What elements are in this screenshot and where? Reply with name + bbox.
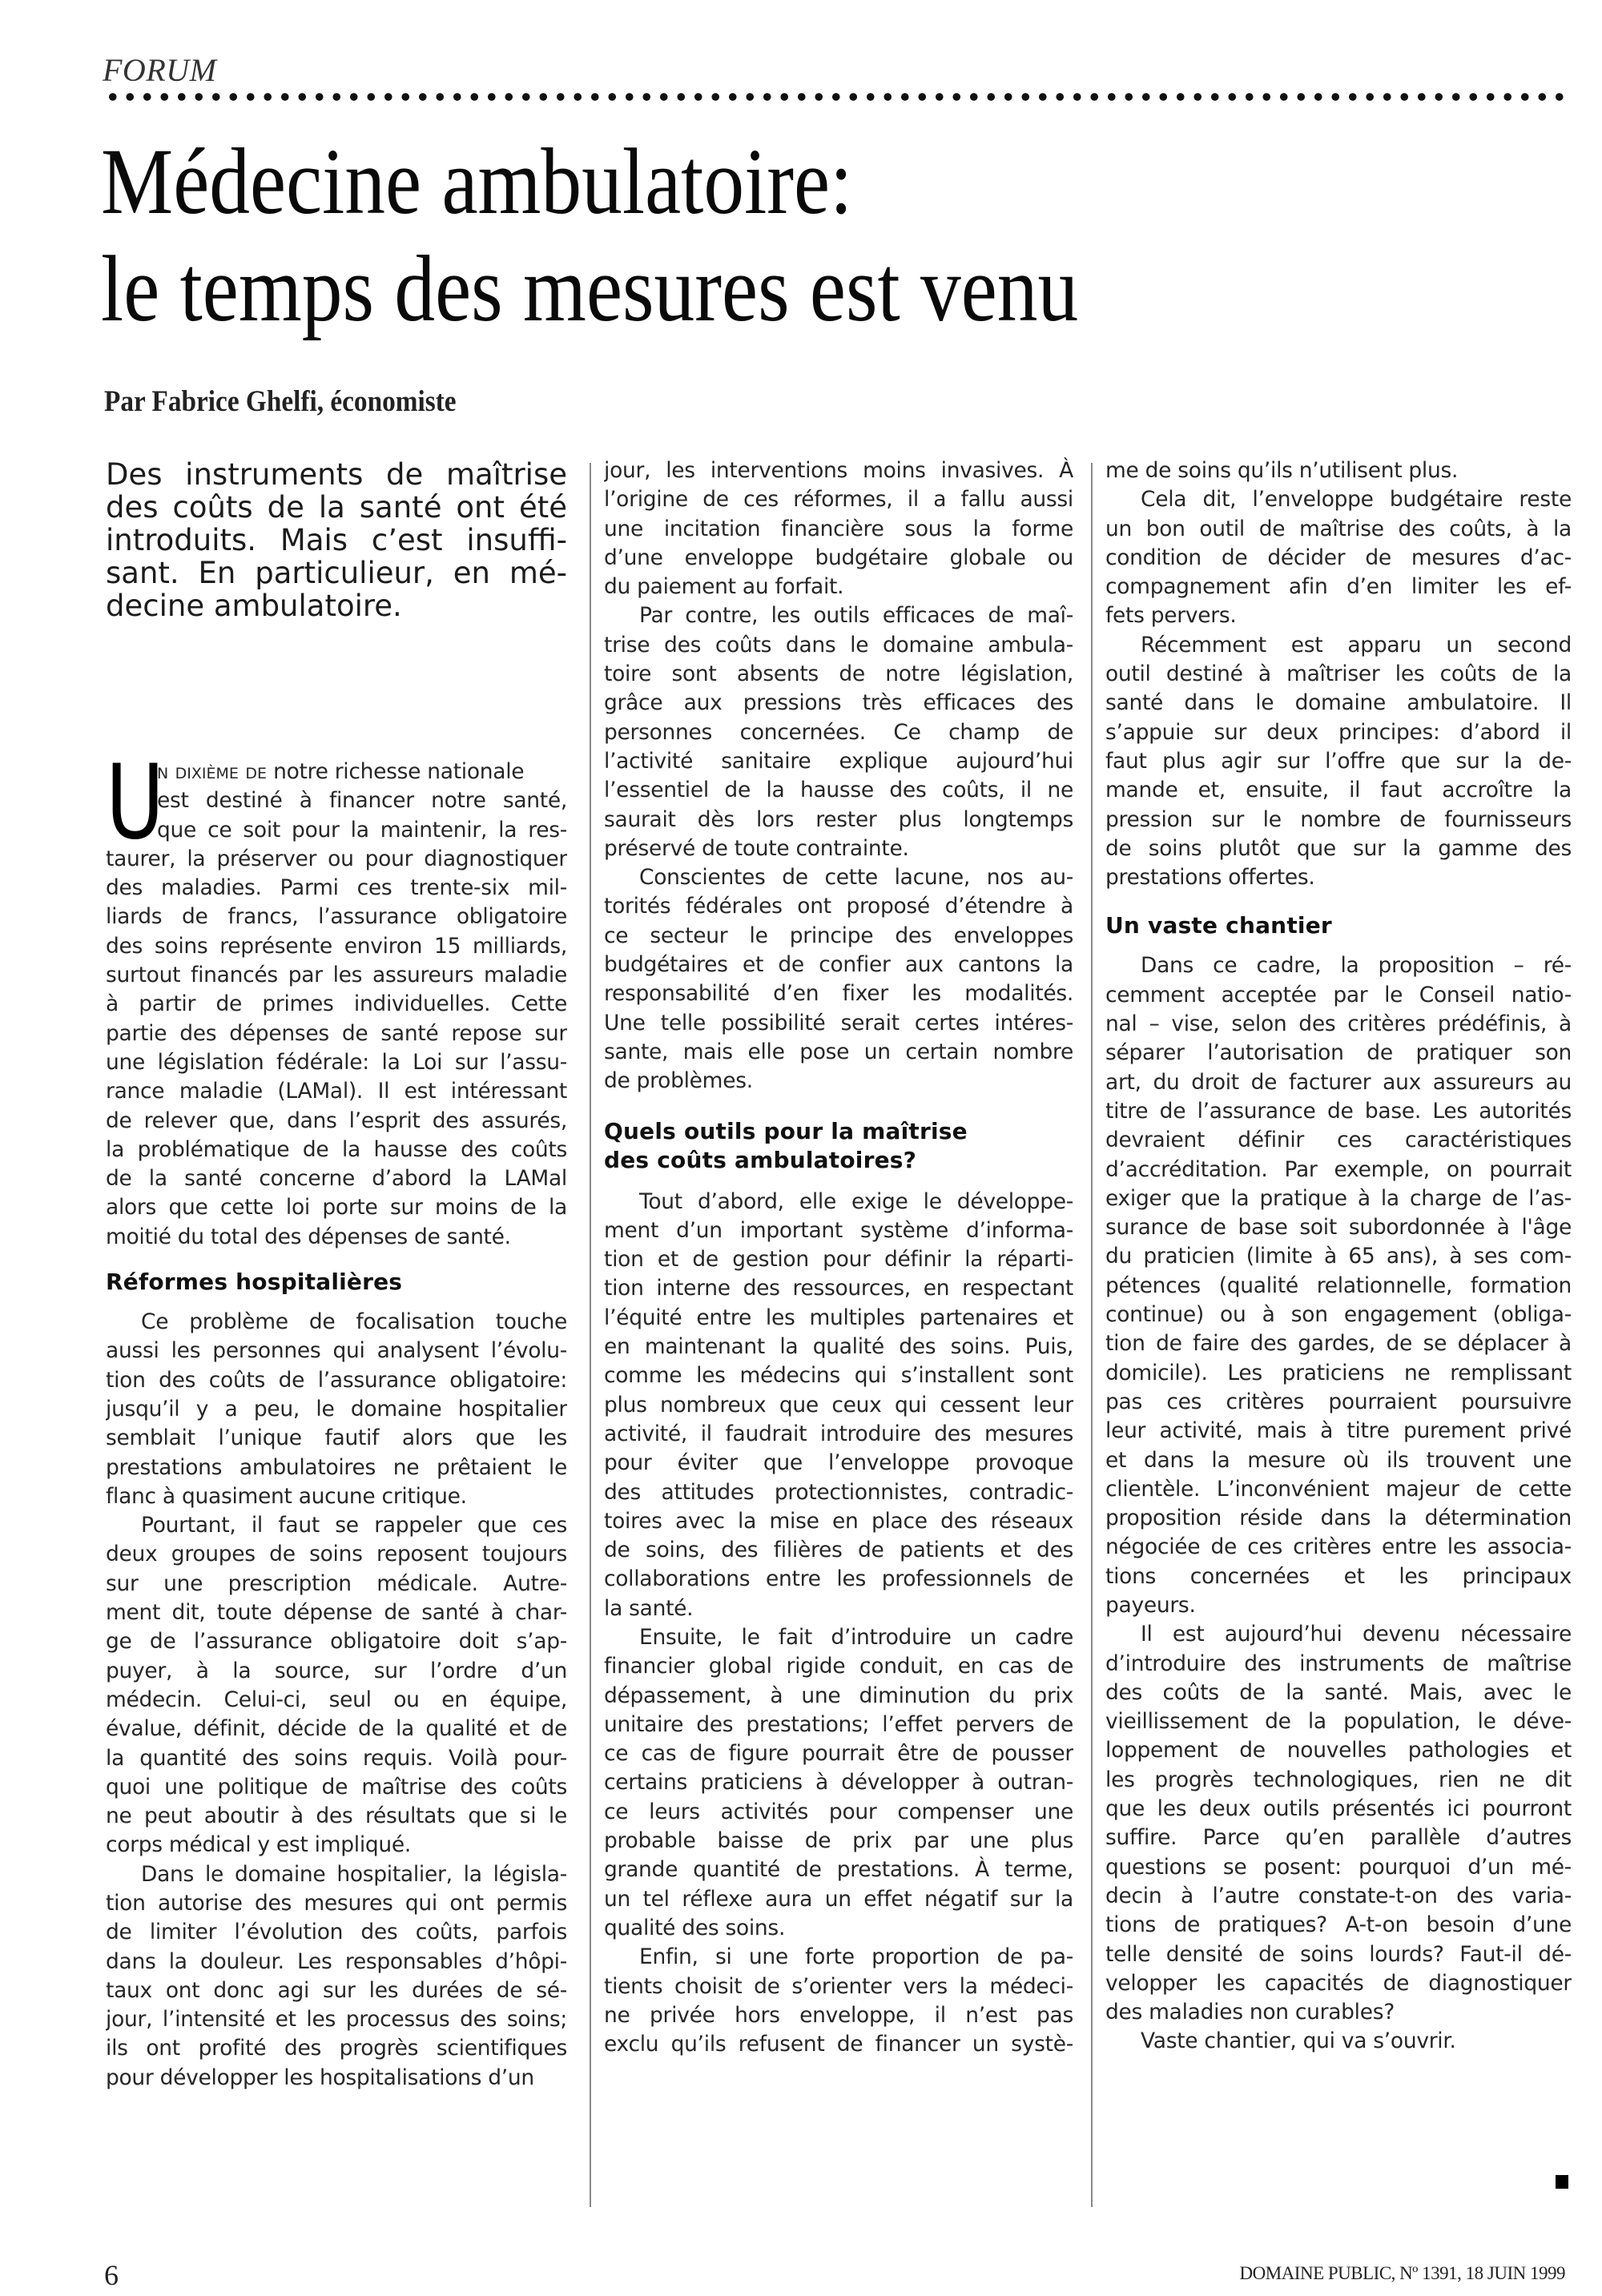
text-line: sant. En particulieur, en mé- <box>106 556 567 590</box>
text-line: sur une prescription médicale. Autre- <box>106 1570 567 1596</box>
text-line: de relever que, dans l’esprit des assurés, <box>106 1108 567 1133</box>
text-line: payeurs. <box>1105 1592 1196 1618</box>
text-line: la quantité des soins requis. Voilà pour- <box>106 1745 567 1771</box>
text-line <box>106 758 567 786</box>
text-line: prestations offertes. <box>1105 865 1315 891</box>
text-line: une législation fédérale: la Loi sur l’assu- <box>106 1049 567 1075</box>
text-line: d’accréditation. Par exemple, on pourrait <box>1105 1156 1572 1182</box>
text-line: Il est aujourd’hui devenu nécessaire <box>1141 1622 1572 1647</box>
text-line: des attitudes protectionnistes, contradic- <box>604 1479 1073 1505</box>
text-line: unitaire des prestations; l’effet pervers de <box>604 1711 1073 1737</box>
text-line: quoi une politique de maîtrise des coûts <box>106 1774 567 1799</box>
text-line: Dans le domaine hospitalier, la législa- <box>141 1861 567 1887</box>
text-line: qualité des soins. <box>604 1915 786 1940</box>
text-line: me de soins qu’ils n’utilisent plus. <box>1105 458 1459 483</box>
text-line: pas ces critères pourraient poursuivre <box>1105 1389 1572 1414</box>
text-line: que ce soit pour la maintenir, la res- <box>157 817 567 842</box>
text-line: jusqu’il y a peu, le domaine hospitalier <box>106 1396 567 1421</box>
text-line: devraient définir ces caractéristiques <box>1105 1128 1572 1153</box>
text-line: ce cas de figure pourrait être de pousser <box>604 1741 1073 1767</box>
text-line: ment d’un important système d’informa- <box>604 1217 1073 1243</box>
text-line: l’équité entre les multiples partenaires et <box>604 1305 1073 1330</box>
text-line: liards de francs, l’assurance obligatoire <box>106 904 567 930</box>
text-line: les progrès technologiques, rien ne dit <box>1105 1767 1572 1792</box>
text-line: exiger que la pratique à la charge de l’as- <box>1105 1185 1572 1211</box>
text-line: tion des coûts de l’assurance obligatoire: <box>106 1367 567 1393</box>
text-line: Par contre, les outils efficaces de maî- <box>639 603 1073 629</box>
text-line: tion autorise des mesures qui ont permis <box>106 1890 567 1916</box>
text-line: budgétaires et de confier aux cantons la <box>604 952 1073 978</box>
text-line: prestations ambulatoires ne prêtaient le <box>106 1454 567 1480</box>
text-line: decine ambulatoire. <box>106 589 402 623</box>
text-line: Une telle possibilité serait certes intéres- <box>604 1010 1073 1035</box>
text-line: une incitation financière sous la forme <box>604 516 1073 541</box>
column-3 <box>1105 456 1572 2057</box>
text-line: continue) ou à son engagement (obliga- <box>1105 1302 1572 1328</box>
text-line: surtout financés par les assureurs maladie <box>106 963 567 988</box>
column-divider <box>590 463 591 2207</box>
text-line: pour développer les hospitalisations d’un <box>106 2065 534 2090</box>
text-line: ce secteur le principe des enveloppes <box>604 923 1073 948</box>
publication-footer: DOMAINE PUBLIC, Nº 1391, 18 JUIN 1999 <box>1239 2263 1565 2283</box>
text-line: ce leurs activités pour compenser une <box>604 1799 1073 1824</box>
text-line: et dans la mesure où ils trouvent une <box>1105 1447 1572 1473</box>
text-line: des maladies non curables? <box>1105 2000 1395 2025</box>
text-line: dans la douleur. Les responsables d’hôpi- <box>106 1948 567 1974</box>
text-line: l’essentiel de la hausse des coûts, il ne <box>604 778 1073 803</box>
text-line: de limiter l’évolution des coûts, parfois <box>106 1920 567 1945</box>
text-line: outil destiné à maîtriser les coûts de la <box>1105 661 1572 687</box>
text-line: trise des coûts dans le domaine ambula- <box>604 632 1073 657</box>
text-line: activité, il faudrait introduire des mesures <box>604 1421 1073 1446</box>
text-line: Conscientes de cette lacune, nos au- <box>639 865 1073 891</box>
text-line: deux groupes de soins reposent toujours <box>106 1542 567 1567</box>
text-line: domicile). Les praticiens ne remplissant <box>1105 1360 1572 1385</box>
text-line: un tel réflexe aura un effet négatif sur la <box>604 1886 1073 1912</box>
column-divider <box>1091 463 1093 2207</box>
text-line: tions de pratiques? A-t-on besoin d’une <box>1105 1912 1572 1938</box>
end-mark-icon <box>1556 2175 1568 2189</box>
text-line: tions concernées et les principaux <box>1105 1563 1572 1589</box>
text-line: introduits. Mais c’est insuffi- <box>106 523 567 557</box>
text-line: probable baisse de prix par une plus <box>604 1828 1073 1854</box>
text-line: du paiement au forfait. <box>604 574 844 600</box>
text-line: aussi les personnes qui analysent l’évolu- <box>106 1338 567 1364</box>
text-line: Enfin, si une forte proportion de pa- <box>639 1944 1073 1970</box>
text-line: moitié du total des dépenses de santé. <box>106 1224 511 1249</box>
text-line: suffire. Parce qu’en parallèle d’autres <box>1105 1825 1572 1851</box>
text-line: telle densité de soins lourds? Faut-il dé- <box>1105 1941 1572 1967</box>
text-line: est destiné à financer notre santé, <box>157 788 567 814</box>
text-line: personnes concernées. Ce champ de <box>604 719 1073 745</box>
text-line: grâce aux pressions très efficaces des <box>604 690 1073 716</box>
text-line: d’une enveloppe budgétaire globale ou <box>604 545 1073 570</box>
text-line: tion et de gestion pour définir la réparti- <box>604 1247 1073 1273</box>
text-line: torités fédérales ont proposé d’étendre à <box>604 894 1073 919</box>
text-line: rance maladie (LAMal). Il est intéressant <box>106 1079 567 1104</box>
text-line: de la santé concerne d’abord la LAMal <box>106 1166 567 1192</box>
section-heading: des coûts ambulatoires? <box>604 1146 917 1173</box>
text-line: loppement de nouvelles pathologies et <box>1105 1738 1572 1763</box>
text-line: Ce problème de focalisation touche <box>141 1309 567 1335</box>
text-line: Pourtant, il faut se rappeler que ces <box>141 1513 567 1538</box>
text-line: d’introduire des instruments de maîtrise <box>1105 1651 1572 1676</box>
text-line: semblait l’unique fautif alors que les <box>106 1425 567 1451</box>
text-fragment: notre richesse nationale <box>266 759 525 784</box>
dotted-rule <box>104 91 1570 103</box>
text-line: la santé. <box>604 1595 694 1621</box>
text-line: santé dans le domaine ambulatoire. Il <box>1105 690 1572 716</box>
text-line: pour éviter que l’enveloppe provoque <box>604 1450 1073 1476</box>
text-line: alors que cette loi porte sur moins de la <box>106 1195 567 1220</box>
text-line: puyer, à la source, sur l’ordre d’un <box>106 1658 567 1683</box>
section-heading: Un vaste chantier <box>1105 912 1332 939</box>
text-line: corps médical y est impliqué. <box>106 1832 412 1858</box>
text-line: tion interne des ressources, en respectant <box>604 1276 1073 1301</box>
text-line: Récemment est apparu un second <box>1141 632 1572 657</box>
text-line: des maladies. Parmi ces trente-six mil- <box>106 875 567 901</box>
article-title <box>101 128 1078 343</box>
text-line: surance de base soit subordonnée à l'âge <box>1105 1215 1572 1240</box>
text-line: toire sont absents de notre législation, <box>604 661 1073 687</box>
text-line: pétences (qualité relationnelle, formation <box>1105 1273 1572 1298</box>
text-line: Des instruments de maîtrise <box>106 457 567 492</box>
text-line: l’activité sanitaire explique aujourd’hui <box>604 748 1073 774</box>
text-line: responsabilité d’en fixer les modalités. <box>604 981 1073 1007</box>
text-line: art, du droit de facturer aux assureurs au <box>1105 1069 1572 1095</box>
text-line: que les deux outils présentés ici pourront <box>1105 1796 1572 1822</box>
text-line: taurer, la préserver ou pour diagnostiquer <box>106 846 567 871</box>
text-line: du praticien (limite à 65 ans), à ses com- <box>1105 1244 1572 1269</box>
column-1 <box>106 743 567 2093</box>
text-line: ment dit, toute dépense de santé à char- <box>106 1600 567 1626</box>
lead-paragraph <box>106 458 567 622</box>
text-line: nal – vise, selon des critères prédéfinis, à <box>1105 1011 1572 1037</box>
text-line: clientèle. L’inconvénient majeur de cette <box>1105 1476 1572 1502</box>
text-line: grande quantité de prestations. À terme, <box>604 1857 1073 1883</box>
text-line: préservé de toute contrainte. <box>604 835 909 861</box>
drop-cap: U <box>106 743 165 863</box>
text-line: pression sur le nombre de fournisseurs <box>1105 806 1572 832</box>
text-line: des soins représente environ 15 milliards, <box>106 933 567 959</box>
text-line: à partir de primes individuelles. Cette <box>106 991 567 1017</box>
text-line: flanc à quasiment aucune critique. <box>106 1483 467 1509</box>
text-line: ne privée hors enveloppe, il n’est pas <box>604 2002 1073 2028</box>
text-line: Vaste chantier, qui va s’ouvrir. <box>1141 2029 1456 2054</box>
section-heading: Réformes hospitalières <box>106 1269 403 1296</box>
text-line: la problématique de la hausse des coûts <box>106 1136 567 1162</box>
section-rubric: FORUM <box>103 52 217 88</box>
text-line: velopper les capacités de diagnostiquer <box>1105 1970 1572 1996</box>
text-line: certains praticiens à développer à outran- <box>604 1770 1073 1795</box>
text-line: ils ont profité des progrès scientifiques <box>106 2036 567 2061</box>
text-line: de problèmes. <box>604 1068 753 1094</box>
text-line: négociée de ces critères entre les associa- <box>1105 1534 1572 1560</box>
text-line: tients choisit de s’orienter vers la médeci- <box>604 1973 1073 1999</box>
text-line: tion de faire des gardes, de se déplacer à <box>1105 1331 1572 1357</box>
text-line: de soins, des filières de patients et des <box>604 1538 1073 1563</box>
text-line: mande et, ensuite, il faut accroître la <box>1105 778 1572 803</box>
text-line: vieillissement de la population, le déve- <box>1105 1709 1572 1735</box>
title-line-1: Médecine ambulatoire: <box>101 129 853 234</box>
text-line: médecin. Celui-ci, seul ou en équipe, <box>106 1687 567 1712</box>
text-line: des coûts de la santé ont été <box>106 490 567 525</box>
text-line: s’appuie sur deux principes: d’abord il <box>1105 719 1572 745</box>
text-line: financier global rigide conduit, en cas de <box>604 1654 1073 1679</box>
text-line: un bon outil de maîtrise des coûts, à la <box>1105 516 1572 541</box>
text-line: dépassement, à une diminution du prix <box>604 1683 1073 1708</box>
text-line: Cela dit, l’enveloppe budgétaire reste <box>1141 487 1572 513</box>
text-line: ge de l’assurance obligatoire doit s’ap- <box>106 1629 567 1655</box>
text-line: ne peut aboutir à des résultats que si le <box>106 1803 567 1829</box>
page-number: 6 <box>104 2259 119 2291</box>
text-line: en maintenant la qualité des soins. Puis, <box>604 1334 1073 1360</box>
text-line: faut plus agir sur l’offre que sur la de- <box>1105 748 1572 774</box>
text-line: titre de l’assurance de base. Les autorités <box>1105 1098 1572 1124</box>
text-line: jour, les interventions moins invasives. À <box>604 458 1073 483</box>
column-2 <box>604 456 1073 2059</box>
byline: Par Fabrice Ghelfi, économiste <box>104 385 457 418</box>
text-line: saurait dès lors rester plus longtemps <box>604 806 1073 832</box>
section-heading: Quels outils pour la maîtrise <box>604 1117 968 1144</box>
text-line: exclu qu’ils refusent de financer un systè- <box>604 2032 1073 2057</box>
text-line: plus nombreux que ceux qui cessent leur <box>604 1392 1073 1417</box>
small-caps-opener: n dixième de <box>157 759 267 784</box>
text-line: proposition réside dans la détermination <box>1105 1506 1572 1531</box>
text-line: séparer l’autorisation de pratiquer son <box>1105 1040 1572 1066</box>
text-line: questions se posent: pourquoi d’un mé- <box>1105 1854 1572 1880</box>
text-line: Tout d’abord, elle exige le développe- <box>639 1188 1073 1214</box>
text-line: l’origine de ces réformes, il a fallu aussi <box>604 487 1073 513</box>
text-line: leur activité, mais à titre purement privé <box>1105 1418 1572 1444</box>
text-line: des coûts de la santé. Mais, avec le <box>1105 1679 1572 1705</box>
text-line: sante, mais elle pose un certain nombre <box>604 1039 1073 1064</box>
text-line: Ensuite, le fait d’introduire un cadre <box>639 1624 1073 1650</box>
text-line: collaborations entre les professionnels de <box>604 1566 1073 1592</box>
text-line: jour, l’intensité et les processus des soins; <box>106 2007 567 2033</box>
title-line-2: le temps des mesures est venu <box>101 236 1079 341</box>
text-line: cemment acceptée par le Conseil natio- <box>1105 982 1572 1007</box>
text-line: comme les médecins qui s’installent sont <box>604 1363 1073 1389</box>
text-line: taux ont donc agi sur les durées de sé- <box>106 1977 567 2003</box>
text-line: de soins plutôt que sur la gamme des <box>1105 835 1572 861</box>
text-line: compagnement afin d’en limiter les ef- <box>1105 574 1572 600</box>
text-line: évalue, définit, décide de la qualité et de <box>106 1716 567 1742</box>
text-line: fets pervers. <box>1105 603 1237 629</box>
text-line: partie des dépenses de santé repose sur <box>106 1020 567 1046</box>
text-line: condition de décider de mesures d’ac- <box>1105 545 1572 570</box>
text-line: Dans ce cadre, la proposition – ré- <box>1141 953 1572 979</box>
text-line: decin à l’autre constate-t-on des varia- <box>1105 1883 1572 1908</box>
text-line: toires avec la mise en place des réseaux <box>604 1508 1073 1534</box>
